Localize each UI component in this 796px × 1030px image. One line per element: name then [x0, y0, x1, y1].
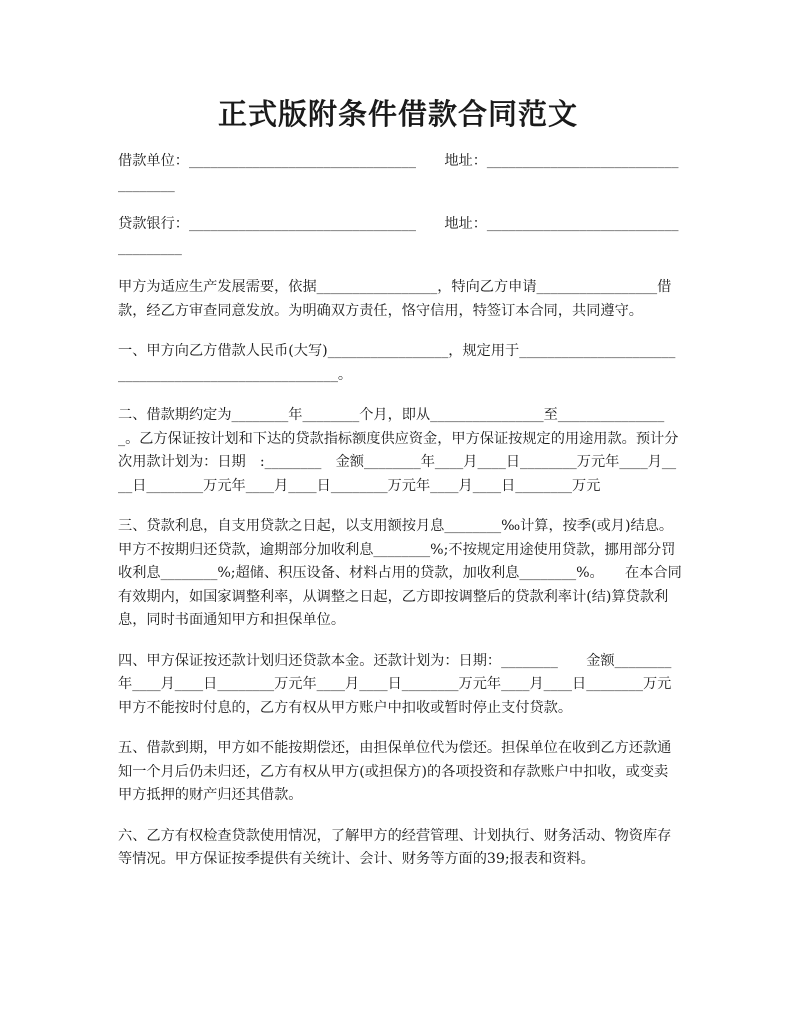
- document-title: 正式版附条件借款合同范文: [217, 97, 578, 131]
- clause-4-paragraph: 四、甲方保证按还款计划归还贷款本金。还款计划为：日期：________ 金额________年____月____日________万元年____月____日________万元年____月____日________万元 甲方不能按时付息的，乙方有权从甲方账户中扣收或暂时停止支付贷款。: [118, 652, 686, 716]
- clause-2-paragraph: 二、借款期约定为________年________个月，即从________________至________________。乙方保证按计划和下达的贷款指标额度供应资金，甲方保证按规定的用途用款。预计分次用款计划为：日期 :________ 金额________年____月____日________万元年____月____日________万元年____月____日________万元年____月____日________万元: [118, 407, 679, 494]
- clause-5-paragraph: 五、借款到期，甲方如不能按期偿还，由担保单位代为偿还。担保单位在收到乙方还款通知一个月后仍未归还，乙方有权从甲方(或担保方)的各项投资和存款账户中扣收，或变卖甲方抵押的财产归还其借款。: [118, 740, 672, 803]
- lender-line: 贷款银行：________________________________ 地址：____________________________________: [118, 216, 679, 256]
- borrower-line: 借款单位：________________________________ 地址：___________________________________: [118, 153, 679, 193]
- clause-6-paragraph: 六、乙方有权检查贷款使用情况，了解甲方的经营管理、计划执行、财务活动、物资库存等情况。甲方保证按季提供有关统计、会计、财务等方面的39;报表和资料。: [118, 827, 672, 867]
- preamble-paragraph: 甲方为适应生产发展需要，依据_________________，特向乙方申请_________________借款，经乙方审查同意发放。为明确双方责任，恪守信用，特签订本合同，共同遵守。: [118, 279, 672, 319]
- clause-1-paragraph: 一、甲方向乙方借款人民币(大写)_________________，规定用于_____________________________________________________。: [118, 343, 676, 383]
- clause-3-paragraph: 三、贷款利息，自支用贷款之日起，以支用额按月息________‰计算，按季(或月)结息。甲方不按期归还贷款，逾期部分加收利息________%;不按规定用途使用贷款，挪用部分罚收利息________%;超储、积压设备、材料占用的贷款，加收利息________%。 在本合同有效期内，如国家调整利率，从调整之日起，乙方即按调整后的贷款利率计(结)算贷款利息，同时书面通知甲方和担保单位。: [118, 518, 682, 628]
- document-body: [118, 150, 686, 889]
